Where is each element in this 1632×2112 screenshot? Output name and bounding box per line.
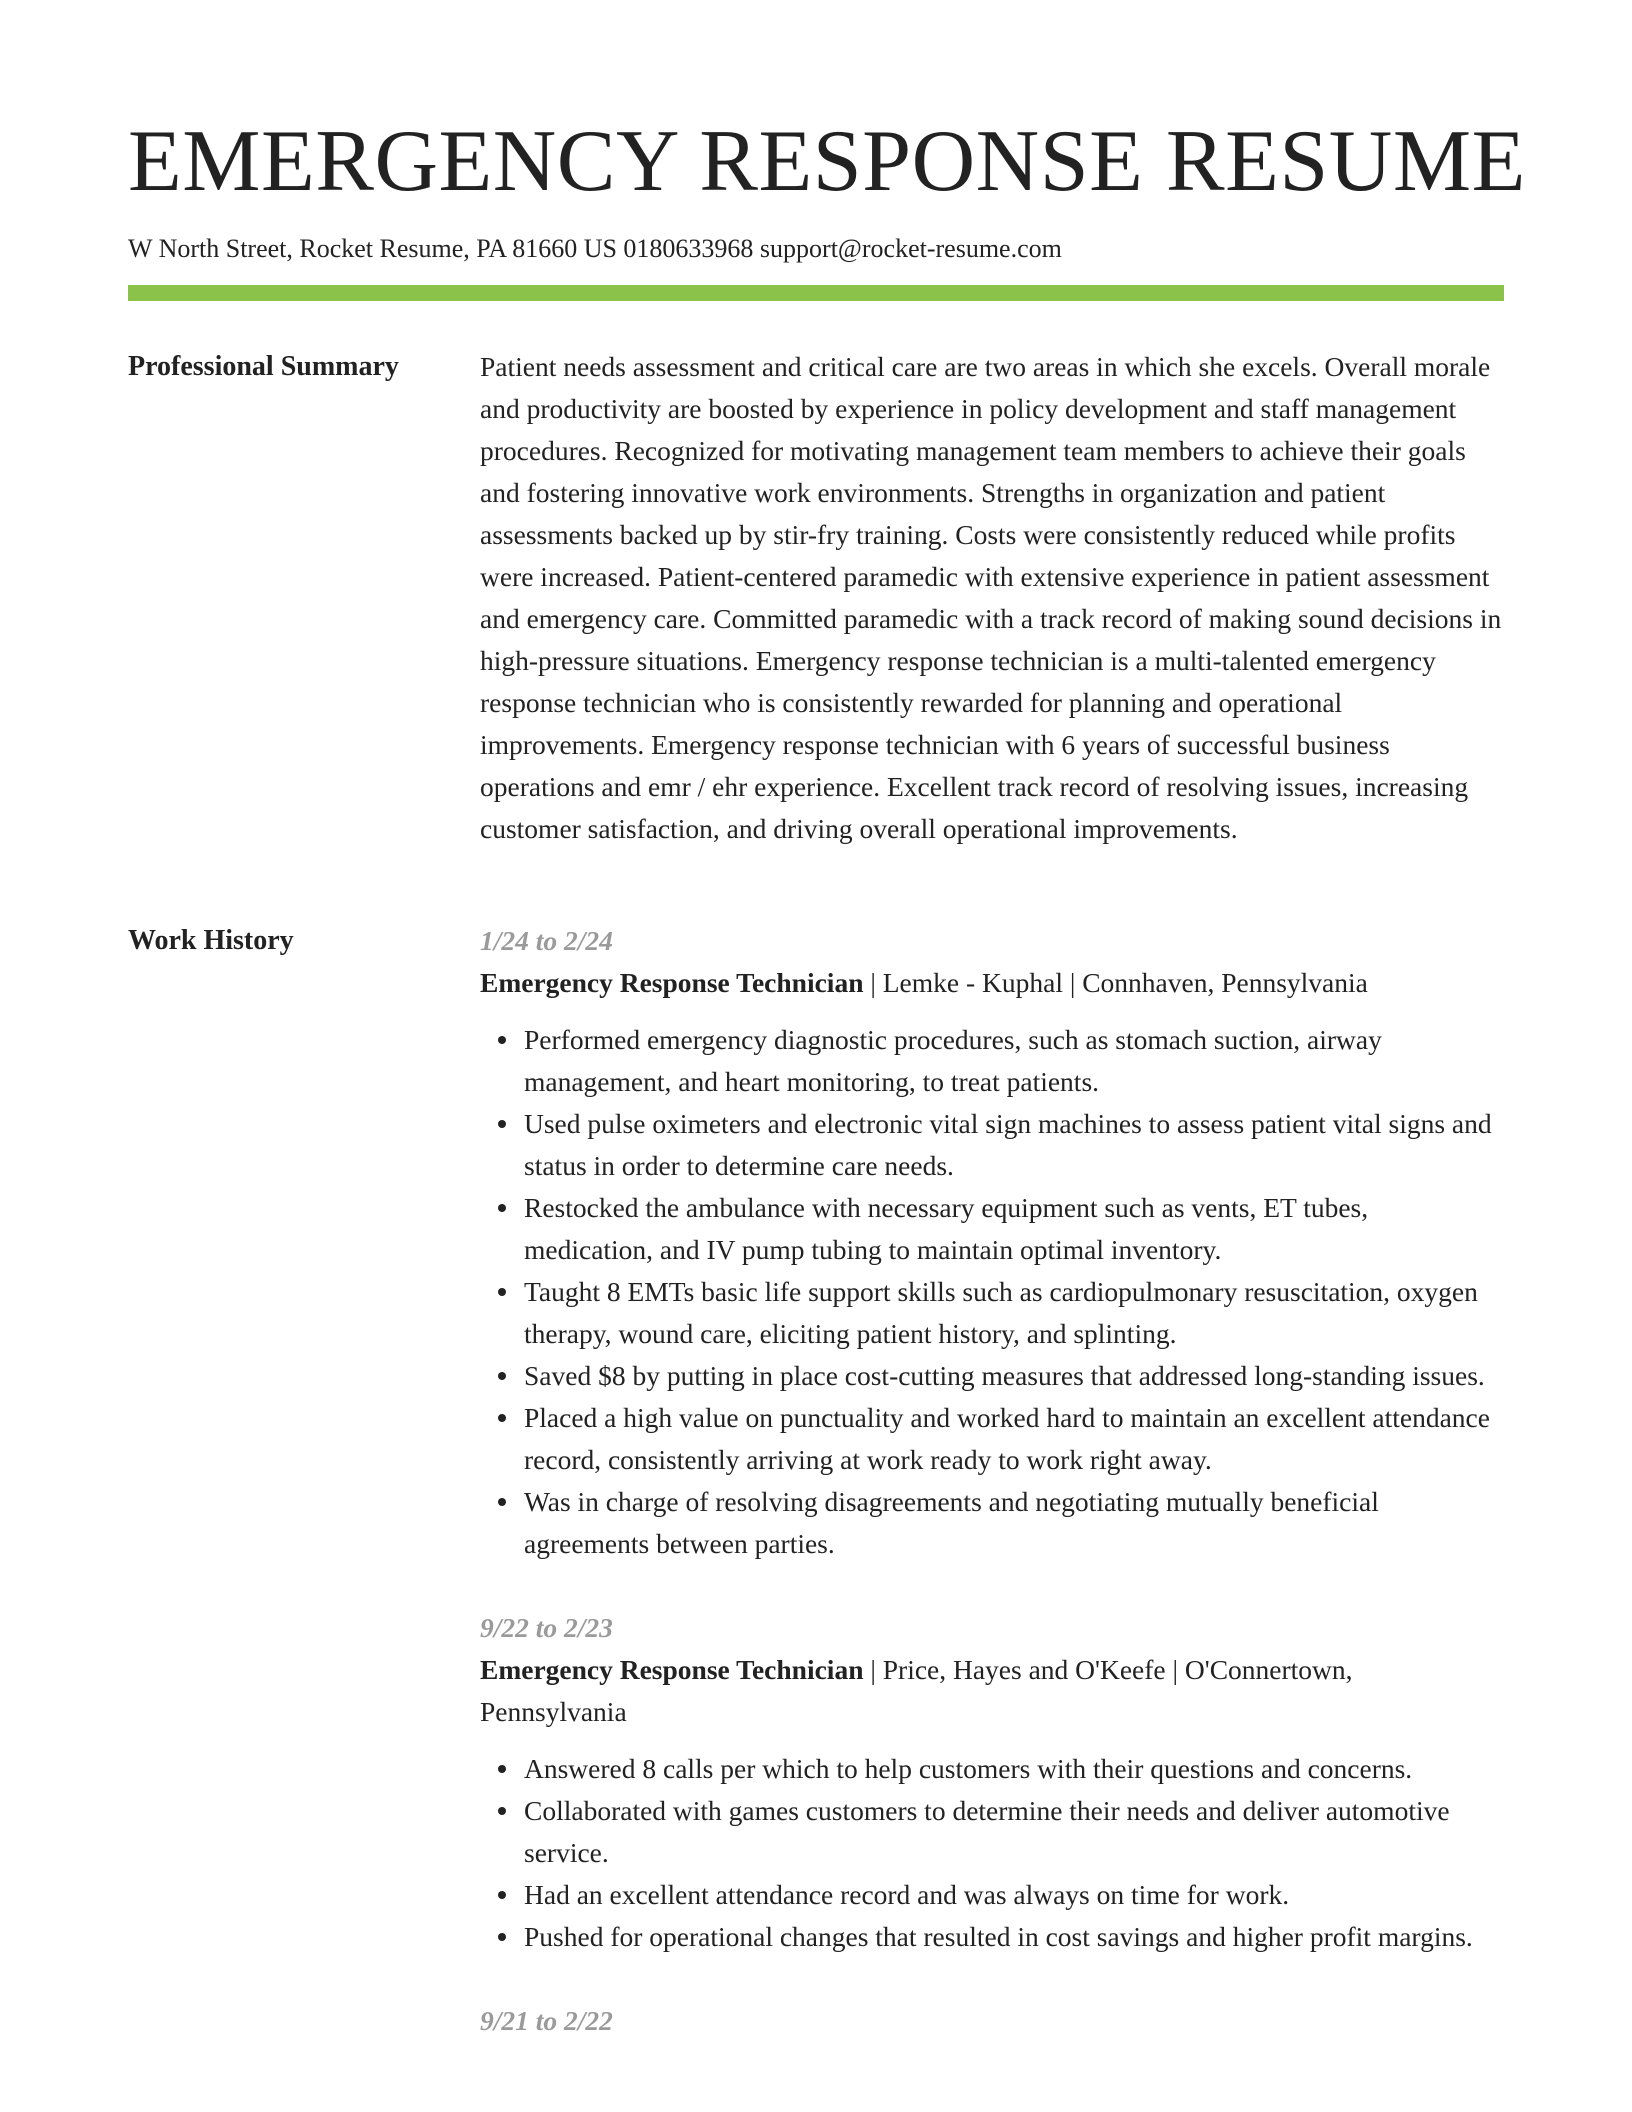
job-heading	[480, 962, 1504, 1004]
accent-divider	[128, 285, 1504, 301]
job-bullet: Had an excellent attendance record and was always on time for work.	[524, 1874, 1504, 1916]
job-entry	[480, 2000, 1504, 2042]
job-bullet: Collaborated with games customers to determine their needs and deliver automotive service.	[524, 1790, 1504, 1874]
job-entry	[480, 1607, 1504, 1958]
job-bullet-list	[480, 1748, 1504, 1958]
work-history-body	[480, 920, 1504, 2084]
job-heading	[480, 1649, 1504, 1733]
job-bullet: Taught 8 EMTs basic life support skills such as cardiopulmonary resuscitation, oxygen therapy, wound care, eliciting patient history, and splinting.	[524, 1271, 1504, 1355]
job-title: Emergency Response Technician	[480, 967, 864, 998]
job-bullet-list	[480, 1019, 1504, 1565]
job-bullet: Saved $8 by putting in place cost-cutting measures that addressed long-standing issues.	[524, 1355, 1504, 1397]
job-bullet: Pushed for operational changes that resulted in cost savings and higher profit margins.	[524, 1916, 1504, 1958]
job-entry	[480, 920, 1504, 1565]
job-bullet: Placed a high value on punctuality and worked hard to maintain an excellent attendance record, consistently arriving at work ready to work right away.	[524, 1397, 1504, 1481]
job-dates: 9/21 to 2/22	[480, 2005, 613, 2036]
summary-body	[480, 346, 1504, 850]
contact-line: W North Street, Rocket Resume, PA 81660 US 0180633968 support@rocket-resume.com	[128, 234, 1062, 263]
section-label-work-history: Work History	[128, 925, 294, 956]
job-bullet: Was in charge of resolving disagreements and negotiating mutually beneficial agreements between parties.	[524, 1481, 1504, 1565]
job-bullet: Restocked the ambulance with necessary equipment such as vents, ET tubes, medication, and IV pump tubing to maintain optimal inventory.	[524, 1187, 1504, 1271]
summary-text: Patient needs assessment and critical care are two areas in which she excels. Overall morale and productivity are boosted by experience in policy development and staff management procedures. Recognized for motivating management team members to achieve their goals and fostering innovative work environments. Strengths in organization and patient assessments backed up by stir-fry training. Costs were consistently reduced while profits were increased. Patient-centered paramedic with extensive experience in patient assessment and emergency care. Committed paramedic with a track record of making sound decisions in high-pressure situations. Emergency response technician is a multi-talented emergency response technician who is consistently rewarded for planning and operational improvements. Emergency response technician with 6 years of successful business operations and emr / ehr experience. Excellent track record of resolving issues, increasing customer satisfaction, and driving overall operational improvements.	[480, 351, 1502, 844]
job-dates: 1/24 to 2/24	[480, 925, 613, 956]
job-title: Emergency Response Technician	[480, 1654, 864, 1685]
job-employer-location: | Lemke - Kuphal | Connhaven, Pennsylvania	[863, 967, 1368, 998]
job-dates: 9/22 to 2/23	[480, 1612, 613, 1643]
job-bullet: Answered 8 calls per which to help customers with their questions and concerns.	[524, 1748, 1504, 1790]
job-employer-location: | Price, Hayes and O'Keefe | O'Connertown, Pennsylvania	[480, 1654, 1353, 1727]
job-bullet: Used pulse oximeters and electronic vital sign machines to assess patient vital signs and status in order to determine care needs.	[524, 1103, 1504, 1187]
section-label-summary: Professional Summary	[128, 351, 399, 382]
job-bullet: Performed emergency diagnostic procedures, such as stomach suction, airway management, and heart monitoring, to treat patients.	[524, 1019, 1504, 1103]
resume-title: EMERGENCY RESPONSE RESUME	[128, 113, 1526, 210]
